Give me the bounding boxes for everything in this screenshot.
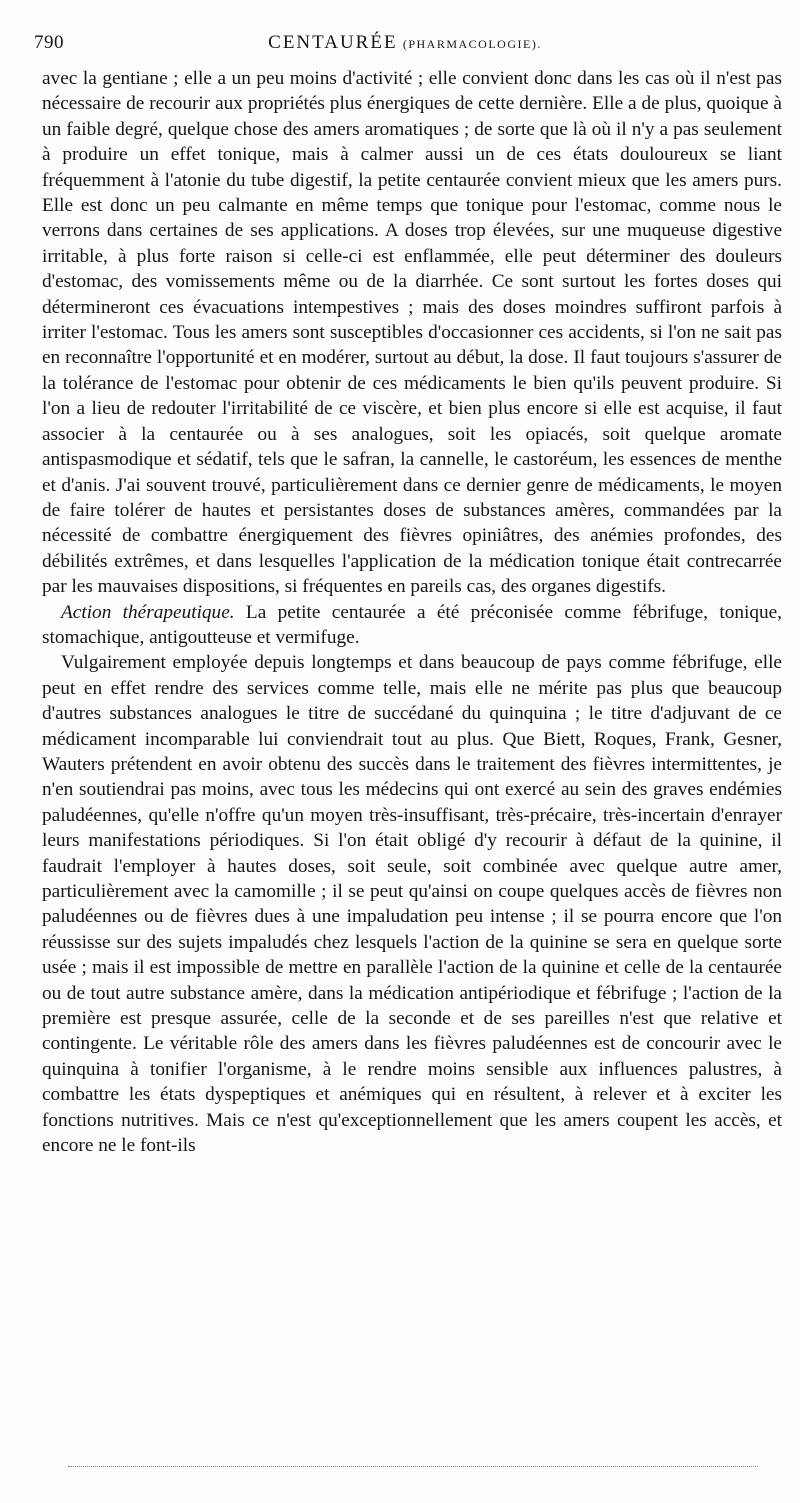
section-title: Action thérapeutique. (61, 601, 235, 623)
paragraph: Vulgairement employée depuis longtemps et dans beaucoup de pays comme fébrifuge, elle peut en effet rendre des services comme telle, mais elle ne mérite pas plus que beaucoup d'autres substances analogues le titre de succédané du quinquina ; le titre d'adjuvant de ce médicament incomparable lui conviendrait tout au plus. Que Biett, Roques, Frank, Gesner, Wauters prétendent en avoir obtenu des succès dans le traitement des fièvres intermittentes, je n'en soutiendrai pas moins, avec tous les médecins qui ont exercé au sein des graves endémies paludéennes, qu'elle n'offre qu'un moyen très-insuffisant, très-précaire, très-incertain d'enrayer leurs manifestations périodiques. Si l'on était obligé d'y recourir à défaut de la quinine, il faudrait l'employer à hautes doses, soit seule, soit combinée avec quelque autre amer, particulièrement avec la camomille ; il se peut qu'ainsi on coupe quelques accès de fièvres non paludéennes ou de fièvres dues à une impaludation peu intense ; il se pourra encore que l'on réussisse sur des sujets impaludés chez lesquels l'action de la quinine se sera en quelque sorte usée ; mais il est impossible de mettre en parallèle l'action de la quinine et celle de la centaurée ou de tout autre substance amère, dans la médication antipériodique et fébrifuge ; l'action de la première est presque assurée, celle de la seconde et de ses pareilles n'est que relative et contingente. Le véritable rôle des amers dans les fièvres paludéennes est de concourir avec le quinquina à tonifier l'organisme, à le rendre moins sensible aux influences palustres, à combattre les états dyspeptiques et anémiques qui en résultent, à relever et à exciter les fonctions nutritives. Mais ce n'est qu'exceptionnellement que les amers coupent les accès, et encore ne le font-ils (42, 652, 782, 1157)
section-lead: La petite centaurée a été préconisée comme fébrifuge, tonique, stomachique, antigoutteuse et vermifuge. (42, 601, 782, 648)
paragraph-continued: avec la gentiane ; elle a un peu moins d'activité ; elle convient donc dans les cas où il n'est pas nécessaire de recourir aux propriétés plus énergiques de cette dernière. Elle a de plus, quoique à un faible degré, quelque chose des amers aromatiques ; de sorte que là où il n'y a pas seulement à produire un effet tonique, mais à calmer aussi un de ces états douloureux se liant fréquemment à l'atonie du tube digestif, la petite centaurée convient mieux que les amers purs. Elle est donc un peu calmante en même temps que tonique pour l'estomac, comme nous le verrons dans certaines de ses applications. A doses trop élevées, sur une muqueuse digestive irritable, à plus forte raison si celle-ci est enflammée, elle peut déterminer des douleurs d'estomac, des vomissements même ou de la diarrhée. Ce sont surtout les fortes doses qui détermineront ces évacuations intempestives ; mais des doses moindres suffiront parfois à irriter l'estomac. Tous les amers sont susceptibles d'occasionner ces accidents, si l'on ne sait pas en reconnaître l'opportunité et en modérer, surtout au début, la dose. Il faut toujours s'assurer de la tolérance de l'estomac pour obtenir de ces médicaments le bien qu'ils peuvent produire. Si l'on a lieu de redouter l'irritabilité de ce viscère, et bien plus encore si elle est acquise, il faut associer à la centaurée ou à ses analogues, soit les opiacés, soit quelque aromate antispasmodique et sédatif, tels que le safran, la cannelle, le castoréum, les essences de menthe et d'anis. J'ai souvent trouvé, particulièrement dans ce dernier genre de médicaments, le moyen de faire tolérer de hautes et persistantes doses de substances amères, commandées par la nécessité de combattre énergiquement des fièvres opiniâtres, des anémies profondes, des débilités extrêmes, et dans lesquelles l'application de la médication tonique était contrecarrée par les mauvaises dispositions, si fréquentes en pareils cas, des organes digestifs. (42, 68, 782, 598)
page-number: 790 (34, 32, 64, 53)
footer-rule (68, 1466, 758, 1467)
section-paragraph (42, 600, 782, 651)
book-page (28, 0, 782, 1503)
running-header (34, 32, 776, 58)
running-title-sub: (PHARMACOLOGIE). (402, 37, 542, 51)
running-title-main: CENTAURÉE (268, 32, 398, 53)
running-title (34, 32, 776, 54)
body-text (42, 66, 782, 1158)
